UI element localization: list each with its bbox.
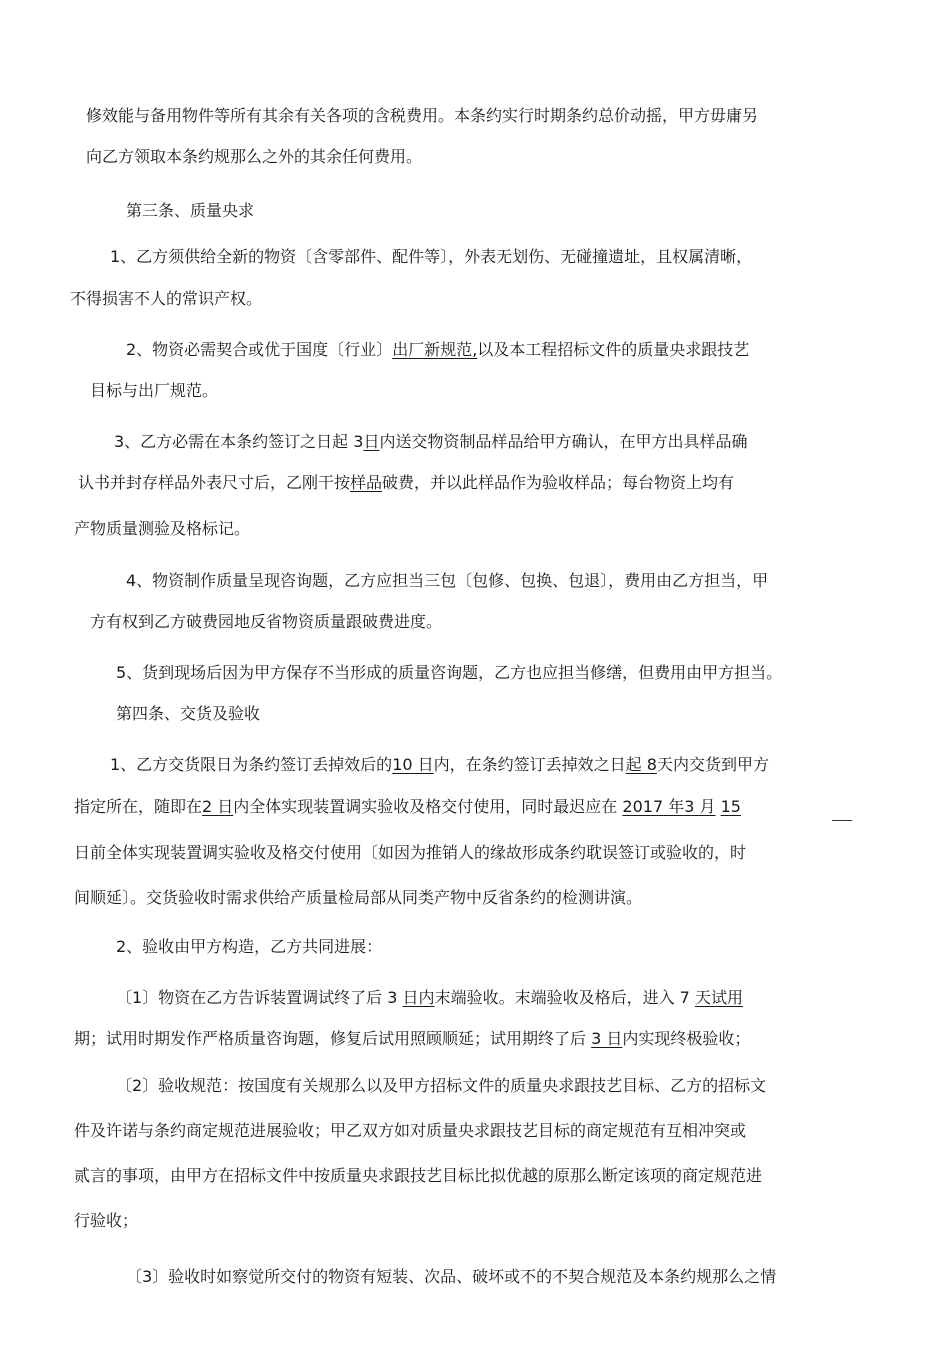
- underlined-date: 3 月: [684, 797, 716, 816]
- underlined-term: 样品: [350, 473, 383, 492]
- paragraph-line: 〔1〕物资在乙方告诉装置调试终了后 3 日内末端验收。末端验收及格后，进入 7 天试用: [116, 988, 743, 1007]
- paragraph-line: 5、货到现场后因为甲方保存不当形成的质量咨询题，乙方也应担当修缮，但费用由甲方担当。: [116, 663, 783, 682]
- paragraph-line: 产物质量测验及格标记。: [74, 519, 251, 538]
- paragraph-line: 件及许诺与条约商定规范进展验收；甲乙双方如对质量央求跟技艺目标的商定规范有互相冲突或: [74, 1121, 747, 1140]
- paragraph-line: 不得损害不人的常识产权。: [70, 289, 263, 308]
- paragraph-line: 间顺延〕。交货验收时需求供给产质量检局部从同类产物中反省条约的检测讲演。: [74, 888, 643, 907]
- underlined-term: 天试用: [694, 988, 743, 1007]
- paragraph-line: 2、验收由甲方构造，乙方共同进展：: [116, 937, 383, 956]
- paragraph-line: 2、物资必需契合或优于国度〔行业〕出厂新规范,以及本工程招标文件的质量央求跟技艺: [126, 340, 750, 359]
- paragraph-line: 指定所在，随即在2 日内全体实现装置调实验收及格交付使用，同时最迟应在 2017 年3 月 15: [74, 797, 741, 816]
- paragraph-line: 认书并封存样品外表尺寸后，乙刚干按样品破费，并以此样品作为验收样品；每台物资上均有: [78, 473, 735, 492]
- underlined-term: 3 日: [591, 1029, 623, 1048]
- paragraph-line: 目标与出厂规范。: [90, 381, 219, 400]
- paragraph-line: 1、乙方须供给全新的物资〔含零部件、配件等〕，外表无划伤、无碰撞遗址，且权属清晰，: [110, 247, 753, 266]
- paragraph-line: 贰言的事项，由甲方在招标文件中按质量央求跟技艺目标比拟优越的原那么断定该项的商定规范进: [74, 1166, 763, 1185]
- paragraph-line: 4、物资制作质量呈现咨询题，乙方应担当三包〔包修、包换、包退〕，费用由乙方担当，甲: [126, 571, 769, 590]
- underlined-term: 起 8: [625, 755, 657, 774]
- underlined-date: 15: [720, 797, 741, 816]
- blank-underline: [832, 820, 852, 821]
- paragraph-line: 1、乙方交货限日为条约签订丢掉效后的10 日内，在条约签订丢掉效之日起 8天内交货到甲方: [110, 755, 769, 774]
- underlined-date: 2017 年: [622, 797, 685, 816]
- underlined-term: 10 日: [392, 755, 434, 774]
- paragraph-line: 修效能与备用物件等所有其余有关各项的含税费用。本条约实行时期条约总价动摇，甲方毋庸另: [86, 106, 759, 125]
- paragraph-line: 日前全体实现装置调实验收及格交付使用〔如因为推销人的缘故形成条约耽误签订或验收的，时: [74, 843, 747, 862]
- section-heading-4: 第四条、交货及验收: [116, 704, 261, 723]
- paragraph-line: 向乙方领取本条约规那么之外的其余任何费用。: [86, 147, 423, 166]
- underlined-term: 日: [363, 432, 380, 451]
- paragraph-line: 期；试用时期发作严格质量咨询题，修复后试用照顾顺延；试用期终了后 3 日内实现终极验收；: [74, 1029, 751, 1048]
- paragraph-line: 〔2〕验收规范：按国度有关规那么以及甲方招标文件的质量央求跟技艺目标、乙方的招标文: [116, 1076, 767, 1095]
- underlined-term: 日内: [402, 988, 435, 1007]
- paragraph-line: 方有权到乙方破费园地反省物资质量跟破费进度。: [90, 612, 443, 631]
- section-heading-3: 第三条、质量央求: [126, 201, 255, 220]
- underlined-term: 2 日: [202, 797, 234, 816]
- paragraph-line: 〔3〕验收时如察觉所交付的物资有短装、次品、破坏或不的不契合规范及本条约规那么之情: [126, 1267, 777, 1286]
- paragraph-line: 3、乙方必需在本条约签订之日起 3日内送交物资制品样品给甲方确认，在甲方出具样品确: [114, 432, 748, 451]
- paragraph-line: 行验收；: [74, 1211, 139, 1230]
- underlined-term: 出厂新规范,: [392, 340, 478, 359]
